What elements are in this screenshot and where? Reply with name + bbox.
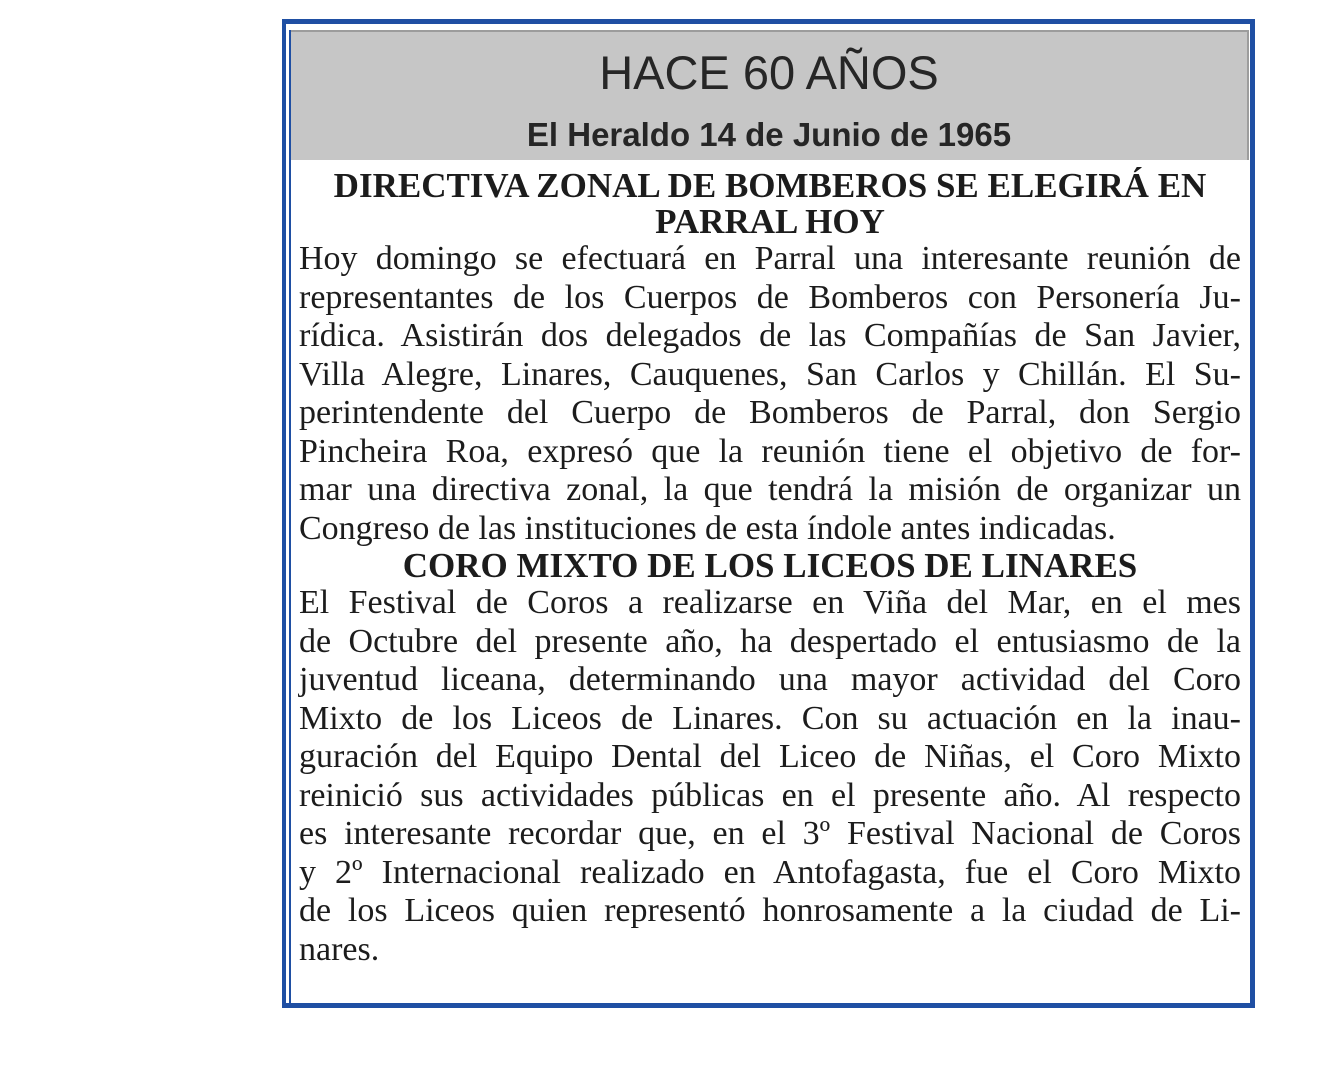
body-line: de Octubre del presente año, ha despertado el entusiasmo de la	[299, 622, 1241, 660]
body-line: de los Liceos quien representó honrosamente a la ciudad de Li-	[299, 892, 1241, 929]
article-headline	[299, 548, 1241, 584]
body-line: Hoy domingo se efectuará en Parral una interesante reunión de	[299, 240, 1241, 277]
body-line: mar una directiva zonal, la que tendrá la misión de organizar un	[299, 471, 1241, 508]
body-line: nares.	[299, 930, 380, 968]
header-title: HACE 60 AÑOS	[599, 46, 939, 99]
body-line: y 2º Internacional realizado en Antofagasta, fue el Coro Mixto	[299, 853, 1241, 891]
articles-content	[299, 168, 1241, 969]
body-line: juventud liceana, determinando una mayor actividad del Coro	[299, 661, 1241, 698]
article-bomberos	[299, 168, 1241, 548]
article-coro	[299, 548, 1241, 969]
body-line: perintendente del Cuerpo de Bomberos de Parral, don Sergio	[299, 394, 1241, 431]
headline-line: CORO MIXTO DE LOS LICEOS DE LINARES	[402, 546, 1138, 585]
header-banner	[291, 30, 1249, 160]
article-headline	[299, 168, 1241, 240]
article-body	[299, 240, 1241, 548]
news-box-inner	[289, 30, 1249, 1003]
body-line: es interesante recordar que, en el 3º Festival Nacional de Coros	[299, 815, 1241, 852]
article-body	[299, 584, 1241, 969]
news-box	[282, 19, 1255, 1008]
body-line: Mixto de los Liceos de Linares. Con su actuación en la inau-	[299, 699, 1241, 737]
headline-line: DIRECTIVA ZONAL DE BOMBEROS SE ELEGIRÁ EN	[333, 166, 1207, 205]
body-line: rídica. Asistirán dos delegados de las Compañías de San Javier,	[299, 317, 1241, 354]
body-line: Congreso de las instituciones de esta índole antes indicadas.	[299, 509, 1116, 547]
body-line: El Festival de Coros a realizarse en Viña del Mar, en el mes	[299, 584, 1241, 621]
body-line: reinició sus actividades públicas en el presente año. Al respecto	[299, 776, 1241, 814]
headline-line: PARRAL HOY	[655, 202, 885, 241]
header-subtitle: El Heraldo 14 de Junio de 1965	[526, 116, 1012, 153]
body-line: Villa Alegre, Linares, Cauquenes, San Carlos y Chillán. El Su-	[299, 355, 1241, 393]
body-line: representantes de los Cuerpos de Bomberos con Personería Ju-	[299, 278, 1241, 316]
body-line: Pincheira Roa, expresó que la reunión tiene el objetivo de for-	[299, 432, 1241, 470]
body-line: guración del Equipo Dental del Liceo de Niñas, el Coro Mixto	[299, 738, 1241, 775]
